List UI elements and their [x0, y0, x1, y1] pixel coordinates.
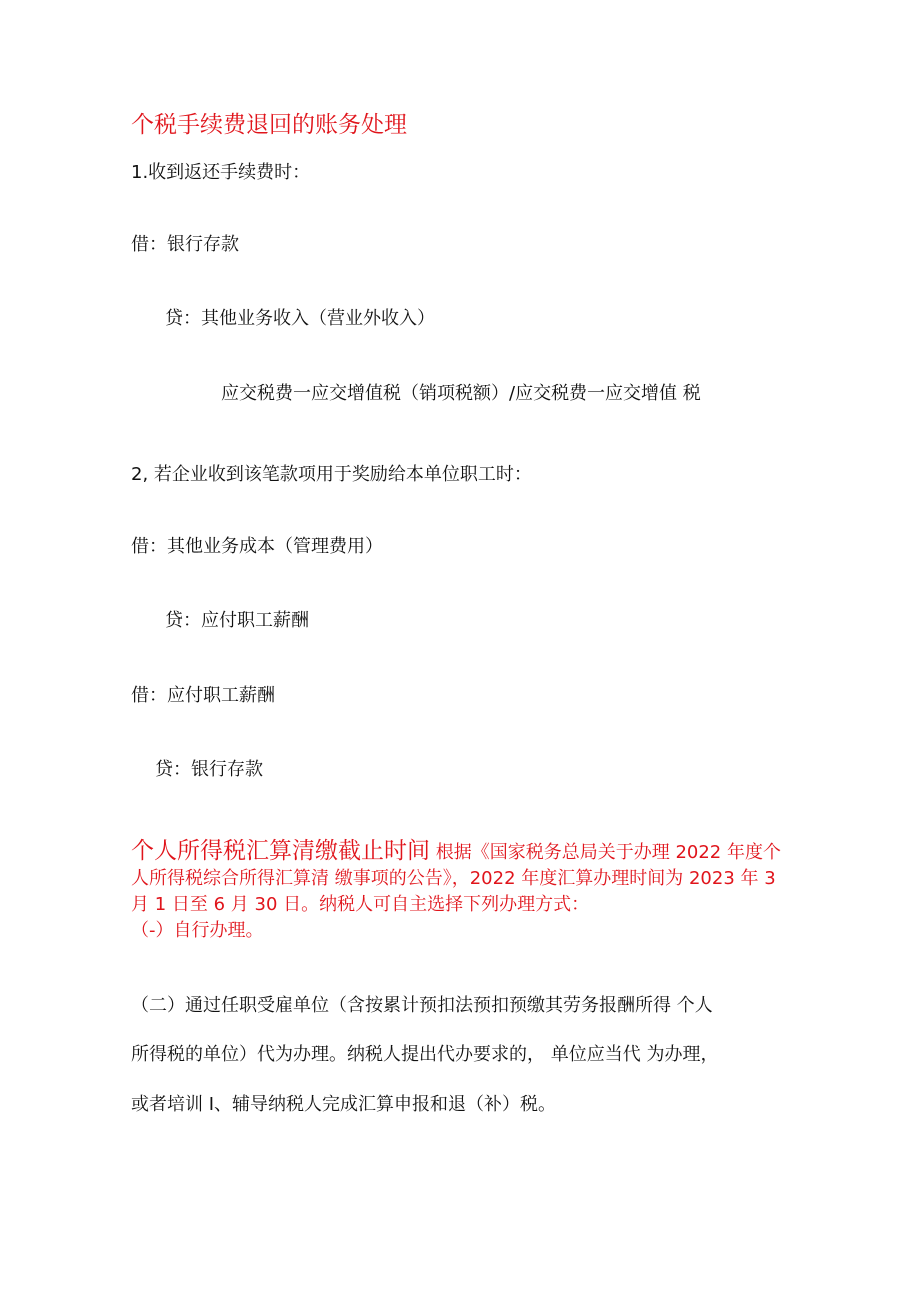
section2-title: 个人所得税汇算清缴截止时间	[131, 838, 430, 864]
entry2-debit: 借：其他业务成本（管理费用）	[131, 536, 383, 557]
entry1-credit-tax: 应交税费一应交增值税（销项税额）/应交税费一应交增值 税	[221, 383, 701, 404]
entry3-credit: 贷：银行存款	[155, 759, 263, 780]
option2-line1: （二）通过任职受雇单位（含按累计预扣法预扣预缴其劳务报酬所得 个人	[131, 995, 713, 1016]
step1-heading: 1.收到返还手续费时：	[131, 162, 311, 183]
step2-heading: 2, 若企业收到该笔款项用于奖励给本单位职工时：	[131, 464, 532, 485]
entry2-credit: 贷：应付职工薪酬	[165, 610, 309, 631]
option2-line2: 所得税的单位）代为办理。纳税人提出代办要求的， 单位应当代 为办理，	[131, 1044, 719, 1065]
section1-title: 个税手续费退回的账务处理	[131, 112, 407, 138]
section2-intro: 根据《国家税务总局关于办理 2022 年度个人所得税综合所得汇算清 缴事项的公告》，2022 年度汇算办理时间为 2023 年 3 月 1 日至 6 月 30 日。纳税人可自主选择下列办理方式：	[131, 842, 781, 915]
entry1-debit: 借：银行存款	[131, 234, 239, 255]
option2-line3: 或者培训 I、辅导纳税人完成汇算申报和退（补）税。	[131, 1094, 557, 1115]
option1-text: （-）自行办理。	[131, 920, 264, 941]
section2-block	[131, 838, 796, 944]
entry1-credit: 贷：其他业务收入（营业外收入）	[165, 308, 435, 329]
entry3-debit: 借：应付职工薪酬	[131, 685, 275, 706]
section2-paragraph	[131, 838, 796, 918]
